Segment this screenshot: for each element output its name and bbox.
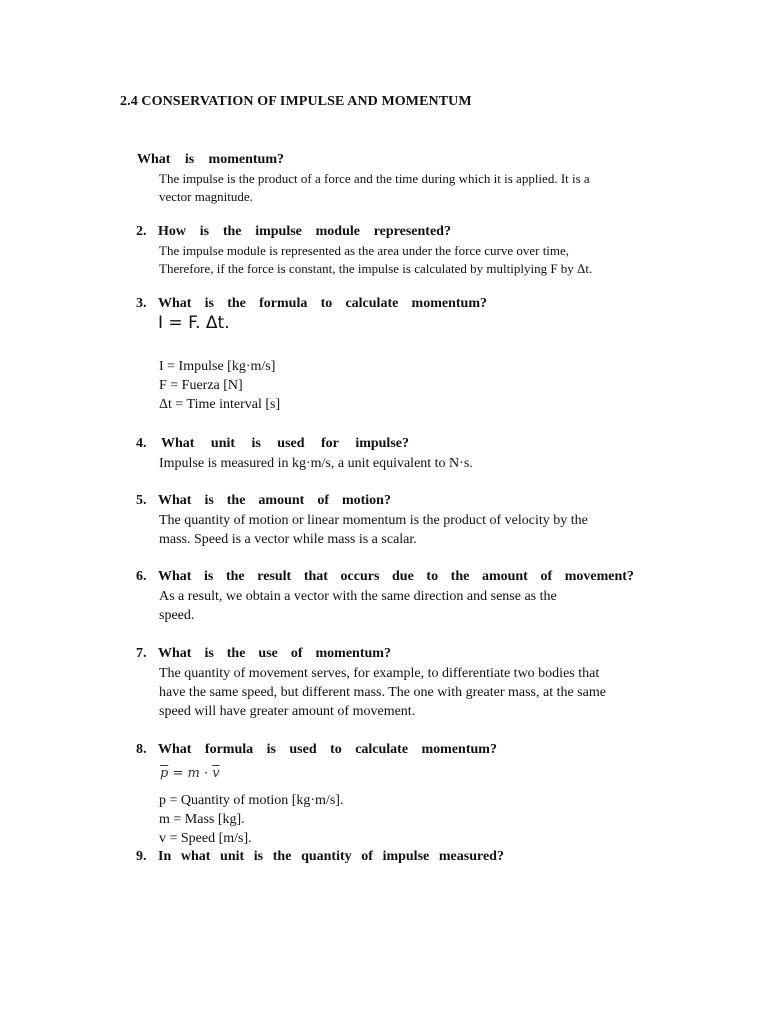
answer-7: The quantity of movement serves, for example, to differentiate two bodies that have the same speed, but different mass. The one with greater mass, at the same speed will have greater amount of movement. [159, 666, 606, 719]
answer-8: p = Quantity of motion [kg·m/s]. m = Mass [kg]. v = Speed [m/s]. [159, 793, 344, 846]
question-9: 9. In what unit is the quantity of impulse measured? [136, 849, 504, 864]
question-6: 6. What is the result that occurs due to the amount of movement? [136, 569, 634, 584]
question-6-text: What is the result that occurs due to the amount of movement? [158, 569, 634, 584]
question-4: 4. What unit is used for impulse? [136, 436, 409, 451]
impulse-formula: I = F. Δt. [158, 313, 230, 333]
answer-5: The quantity of motion or linear momentum is the product of velocity by the mass. Speed is a vector while mass is a scalar. [159, 513, 588, 547]
question-1-text: What is momentum? [137, 152, 284, 167]
question-7: 7. What is the use of momentum? [136, 646, 391, 661]
momentum-formula: $\overline{p} = m \cdot \overline{v}$ [160, 766, 220, 781]
question-8: 8. What formula is used to calculate momentum? [136, 742, 497, 757]
section-title: 2.4 CONSERVATION OF IMPULSE AND MOMENTUM [120, 94, 472, 109]
question-1 [137, 152, 284, 168]
question-5: 5. What is the amount of motion? [136, 493, 391, 508]
answer-3: I = Impulse [kg·m/s] F = Fuerza [N] Δt = Time interval [s] [159, 359, 281, 412]
answer-2: The impulse module is represented as the area under the force curve over time, Therefore, if the force is constant, the impulse is calculated by multiplying F by Δt. [159, 243, 593, 276]
question-3: 3. What is the formula to calculate momentum? [136, 296, 487, 311]
question-7-text: What is the use of momentum? [158, 646, 391, 661]
question-4-text: What unit is used for impulse? [161, 436, 409, 451]
answer-6: As a result, we obtain a vector with the same direction and sense as the speed. [159, 589, 557, 623]
question-8-text: What formula is used to calculate momentum? [158, 742, 497, 757]
answer-1: The impulse is the product of a force and the time during which it is applied. It is a vector magnitude. [159, 171, 590, 204]
question-2: 2. How is the impulse module represented? [136, 224, 451, 239]
answer-4: Impulse is measured in kg·m/s, a unit equivalent to N·s. [159, 456, 473, 471]
question-2-text: How is the impulse module represented? [158, 224, 451, 239]
question-5-text: What is the amount of motion? [158, 493, 391, 508]
question-3-text: What is the formula to calculate momentum? [158, 296, 487, 311]
question-9-text: In what unit is the quantity of impulse measured? [158, 849, 504, 864]
